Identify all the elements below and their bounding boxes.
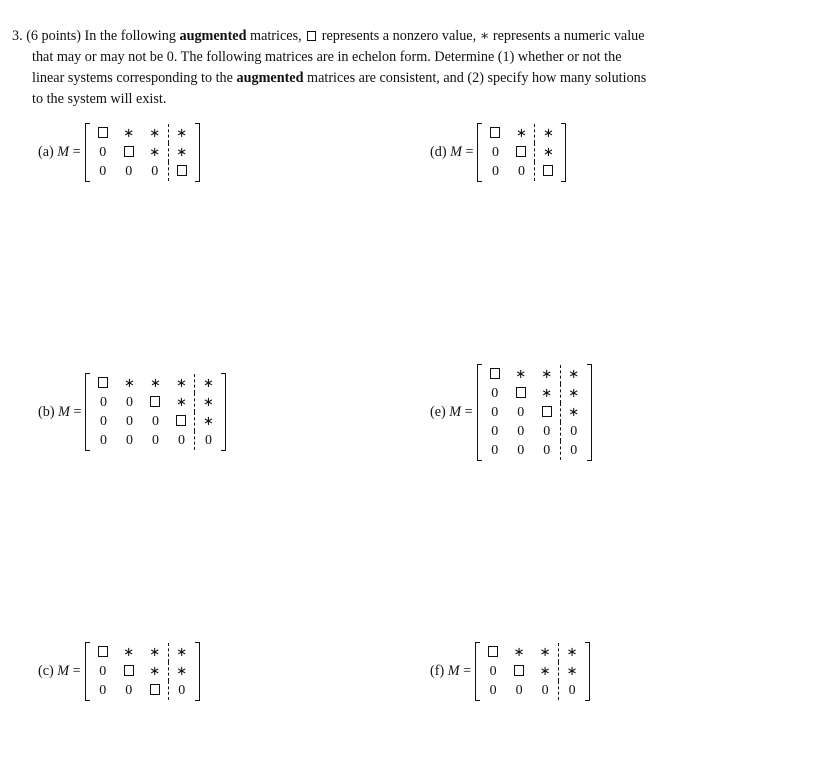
nonzero-square-icon (508, 143, 535, 162)
equation-b (38, 373, 226, 451)
matrix-entry: 0 (489, 664, 497, 679)
matrix-entry-star: ∗ (176, 395, 187, 410)
matrix-b (85, 373, 226, 451)
equation-e (430, 364, 592, 461)
nonzero-square-icon (142, 681, 169, 700)
matrix-entry: 0 (489, 683, 497, 698)
equals-sign: = (465, 144, 474, 160)
matrix-entry: 0 (543, 424, 551, 439)
nonzero-square-icon (482, 124, 508, 143)
problem-line-2: that may or may not be 0. The following matrices are in echelon form. Determine (1) whether or not the (32, 49, 622, 65)
matrix-entry: 0 (515, 683, 523, 698)
matrix-variable: M (57, 144, 70, 160)
nonzero-square-icon (168, 162, 195, 181)
matrix-e (477, 364, 592, 461)
equals-sign: = (463, 663, 472, 679)
matrix-row (90, 681, 195, 700)
matrix-entry: 0 (491, 386, 499, 401)
matrix-row (480, 643, 585, 662)
nonzero-square-icon (168, 412, 195, 431)
matrix-row (482, 384, 587, 403)
nonzero-square-icon (534, 403, 561, 422)
nonzero-square-icon (307, 31, 316, 41)
matrix-entry-star: ∗ (516, 126, 527, 141)
matrix-row (90, 124, 195, 143)
nonzero-square-icon (90, 124, 116, 143)
matrix-entry: 0 (99, 664, 107, 679)
equation-a (38, 123, 200, 182)
matrix-entry-star: ∗ (168, 662, 195, 681)
matrix-entry-star: ∗ (195, 374, 222, 393)
matrix-entry: 0 (151, 433, 159, 448)
part-label: (e) (430, 404, 446, 420)
matrix-variable: M (447, 663, 460, 679)
matrix-entry-star: ∗ (535, 124, 562, 143)
matrix-entries (482, 365, 587, 460)
equals-sign: = (464, 404, 473, 420)
equation-d (430, 123, 566, 182)
matrix-entry: 0 (99, 414, 107, 429)
problem-number: 3. (12, 28, 23, 44)
nonzero-square-icon (116, 143, 142, 162)
matrix-entry: 0 (559, 681, 586, 700)
part-label: (a) (38, 144, 54, 160)
equation-c (38, 642, 200, 701)
matrix-entry: 0 (491, 424, 499, 439)
matrix-entry: 0 (195, 431, 222, 450)
matrix-entry-star: ∗ (168, 643, 195, 662)
problem-line-3 (12, 68, 804, 89)
matrix-d (477, 123, 566, 182)
matrix-entry-star: ∗ (559, 643, 586, 662)
matrix-entry: 0 (491, 145, 499, 160)
matrix-row (90, 643, 195, 662)
matrix-entry: 0 (99, 683, 107, 698)
matrix-entry: 0 (491, 443, 499, 458)
nonzero-square-icon (506, 662, 532, 681)
matrix-entry: 0 (541, 683, 549, 698)
matrix-row (90, 412, 221, 431)
matrix-entry-star: ∗ (149, 145, 161, 160)
matrix-entry: 0 (125, 395, 133, 410)
matrix-entry: 0 (151, 414, 159, 429)
matrix-entry: 0 (99, 433, 107, 448)
matrix-entry-star: ∗ (123, 126, 135, 141)
matrix-entry: 0 (125, 433, 133, 448)
matrix-a (85, 123, 200, 182)
matrix-entry: 0 (125, 414, 133, 429)
equation-label (430, 404, 473, 421)
equation-label (38, 663, 81, 680)
matrix-entry: 0 (491, 405, 499, 420)
equals-sign: = (72, 144, 81, 160)
matrix-entry: 0 (99, 164, 107, 179)
equals-sign: = (73, 403, 82, 420)
matrix-f (475, 642, 590, 701)
matrix-row (482, 124, 561, 143)
nonzero-square-icon (116, 662, 142, 681)
matrix-entry: 0 (491, 164, 499, 179)
matrix-variable: M (450, 144, 462, 160)
problem-statement (12, 26, 804, 110)
matrix-entries (90, 374, 221, 450)
matrix-entry-star: ∗ (149, 664, 161, 679)
nonzero-square-icon (480, 643, 506, 662)
matrix-row (482, 403, 587, 422)
matrix-row (482, 143, 561, 162)
matrix-variable: M (58, 403, 70, 420)
matrix-entry-star: ∗ (195, 412, 222, 431)
matrix-entry: 0 (151, 164, 159, 179)
matrix-entry: 0 (99, 395, 107, 410)
matrix-entry-star: ∗ (560, 384, 587, 403)
part-label: (c) (38, 663, 54, 679)
matrix-entry-star: ∗ (539, 664, 551, 679)
equation-label (38, 144, 81, 161)
matrix-row (90, 143, 195, 162)
matrix-variable: M (449, 404, 462, 420)
matrix-row (482, 162, 561, 181)
matrix-entry-star: ∗ (168, 143, 195, 162)
matrix-entry-star: ∗ (559, 662, 586, 681)
matrix-entry: 0 (517, 443, 525, 458)
matrix-entry-star: ∗ (513, 645, 525, 660)
matrix-entry: 0 (517, 164, 525, 179)
equals-sign: = (72, 663, 81, 679)
matrix-entry-star: ∗ (515, 367, 527, 382)
nonzero-square-icon (482, 365, 508, 384)
part-label: (f) (430, 663, 445, 679)
matrix-entry: 0 (543, 443, 551, 458)
equation-label (430, 663, 471, 680)
matrix-entry-star: ∗ (560, 365, 587, 384)
matrix-row (90, 162, 195, 181)
nonzero-square-icon (90, 643, 116, 662)
matrix-entry: 0 (125, 683, 133, 698)
matrix-entry-star: ∗ (149, 126, 161, 141)
problem-line-1 (12, 26, 804, 47)
matrix-row (482, 422, 587, 441)
matrix-row (90, 662, 195, 681)
augmented-bold-1: augmented (179, 28, 247, 44)
matrix-c (85, 642, 200, 701)
matrix-entry: 0 (560, 422, 587, 441)
matrix-entry-star: ∗ (124, 376, 135, 391)
matrix-entry: 0 (99, 145, 107, 160)
matrix-entries (482, 124, 561, 181)
matrix-entry: 0 (168, 681, 195, 700)
matrix-entry: 0 (125, 164, 133, 179)
augmented-bold-2: augmented (236, 70, 304, 86)
matrix-entry: 0 (517, 424, 525, 439)
problem-line-4: to the system will exist. (32, 91, 167, 107)
matrix-entry-star: ∗ (168, 124, 195, 143)
matrix-entry: 0 (177, 433, 185, 448)
equation-label (430, 144, 473, 161)
problem-text-3b: matrices are consistent, and (2) specify how many solutions (307, 70, 647, 86)
matrix-row (90, 431, 221, 450)
problem-text-1: In the following (84, 28, 176, 44)
equation-f (430, 642, 590, 701)
nonzero-square-icon (142, 393, 168, 412)
part-label: (b) (38, 403, 55, 420)
matrix-entries (90, 643, 195, 700)
nonzero-square-icon (90, 374, 116, 393)
problem-text-2: matrices, (250, 28, 302, 44)
part-label: (d) (430, 144, 447, 160)
matrix-entries (480, 643, 585, 700)
matrix-entry-star: ∗ (123, 645, 135, 660)
nonzero-square-icon (535, 162, 562, 181)
equation-label (38, 404, 81, 421)
matrix-entry-star: ∗ (539, 645, 551, 660)
matrix-entry-star: ∗ (541, 386, 553, 401)
matrix-entries (90, 124, 195, 181)
matrix-entry-star: ∗ (195, 393, 222, 412)
matrix-row (480, 681, 585, 700)
problem-text-3: represents a nonzero value, ∗ represents a numeric value (321, 28, 645, 44)
matrix-row (480, 662, 585, 681)
matrix-row (90, 393, 221, 412)
problem-text-3a: linear systems corresponding to the (32, 70, 233, 86)
matrix-entry-star: ∗ (560, 403, 587, 422)
matrix-entry-star: ∗ (150, 376, 161, 391)
problem-points: (6 points) (26, 28, 81, 44)
matrix-row (90, 374, 221, 393)
nonzero-square-icon (508, 384, 534, 403)
matrix-row (482, 441, 587, 460)
matrix-entry: 0 (560, 441, 587, 460)
matrix-entry-star: ∗ (541, 367, 553, 382)
matrix-variable: M (57, 663, 70, 679)
matrix-row (482, 365, 587, 384)
matrix-entry-star: ∗ (176, 376, 187, 391)
matrix-entry-star: ∗ (149, 645, 161, 660)
matrix-entry: 0 (517, 405, 525, 420)
matrix-entry-star: ∗ (535, 143, 562, 162)
